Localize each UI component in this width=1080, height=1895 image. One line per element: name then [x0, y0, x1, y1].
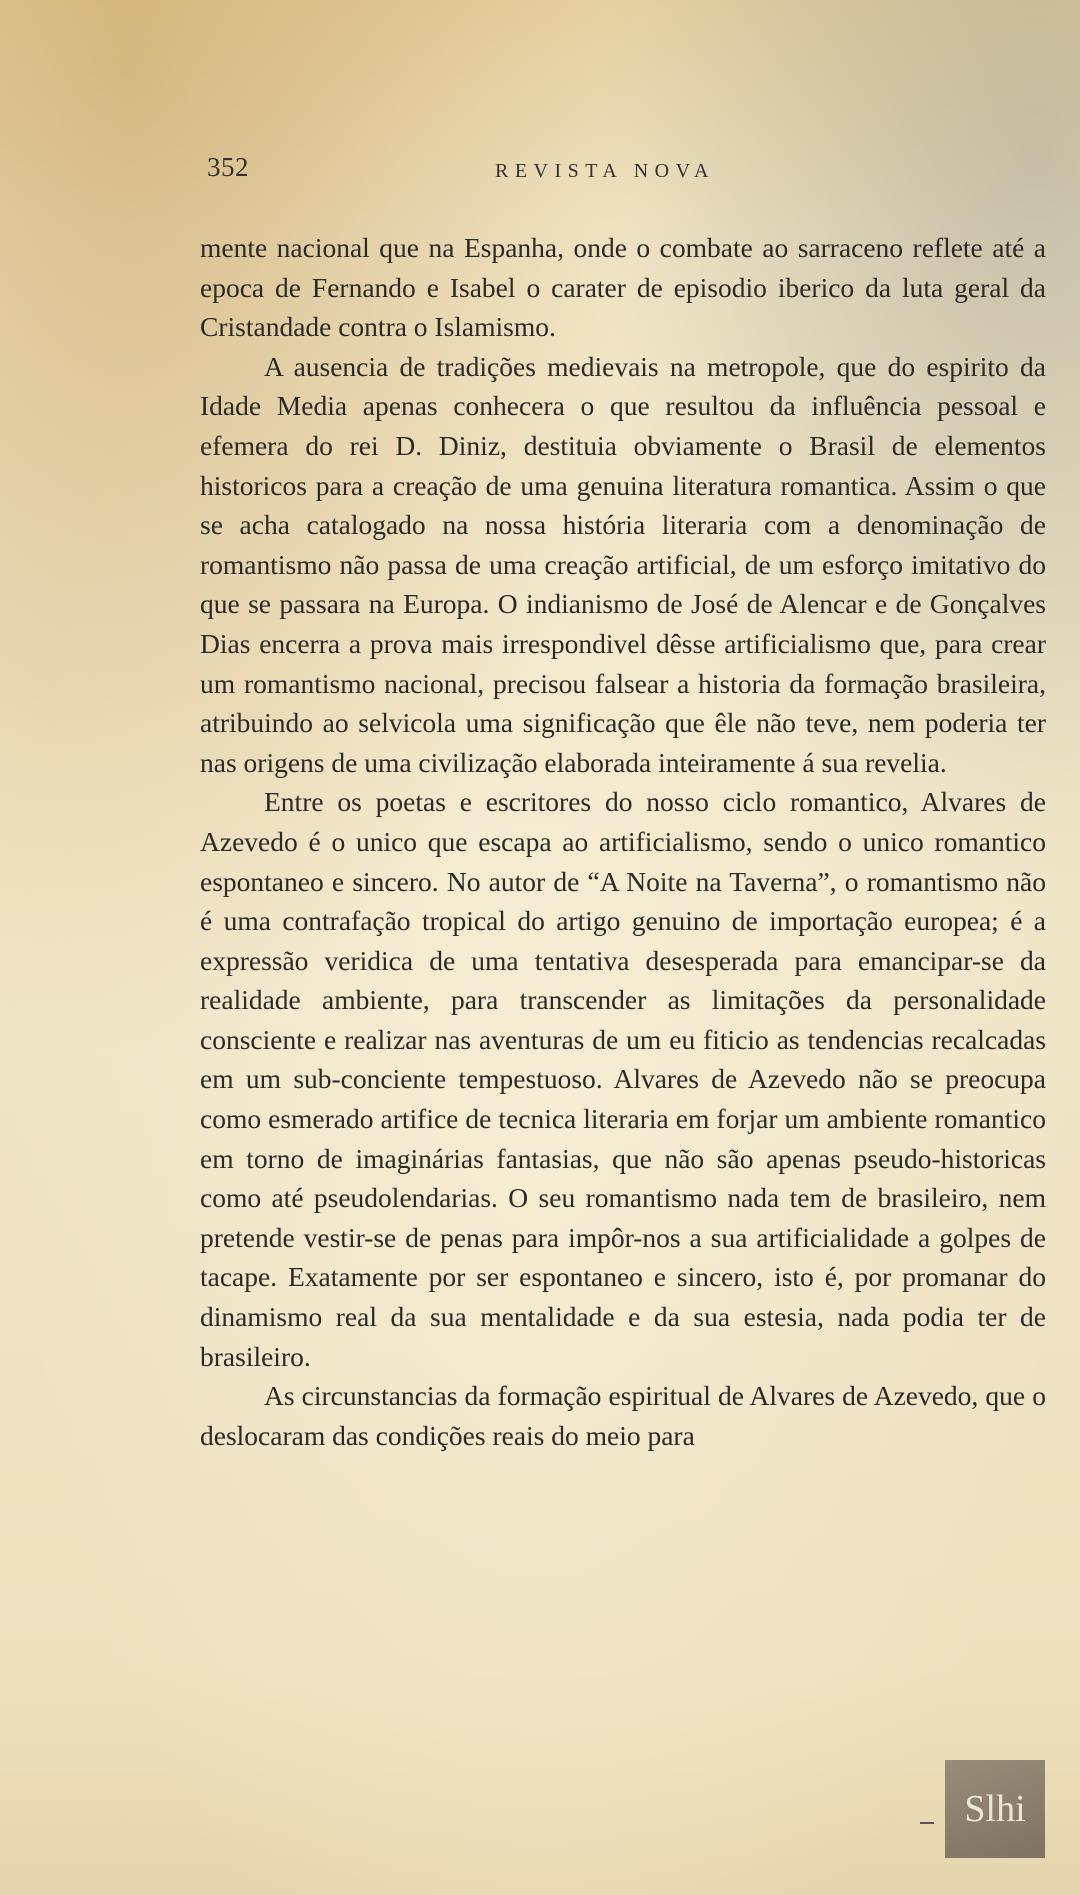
paragraph: A ausencia de tradições medievais na metropole, que do espirito da Idade Media apenas conhecera o que resultou da influência pessoal e efemera do rei D. Diniz, destituia obviamente o Brasil de elementos historicos para a creação de uma genuina literatura romantica. Assim o que se acha catalogado na nossa história literaria com a denominação de romantismo não passa de uma creação artificial, de um esforço imitativo do que se passara na Europa. O indianismo de José de Alencar e de Gonçalves Dias encerra a prova mais irrespondivel dêsse artificialismo que, para crear um romantismo nacional, precisou falsear a historia da formação brasileira, atribuindo ao selvicola uma significação que êle não teve, nem poderia ter nas origens de uma civilização elaborada inteiramente á sua revelia.	[200, 350, 1046, 778]
paragraph: Entre os poetas e escritores do nosso ciclo romantico, Alvares de Azevedo é o unico que escapa ao artificialismo, sendo o unico romantico espontaneo e sincero. No autor de “A Noite na Taverna”, o romantismo não é uma contrafação tropical do artigo genuino de importação europea; é a expressão veridica de uma tentativa desesperada para emancipar-se da realidade ambiente, para transcender as limitações da personalidade consciente e realizar nas aventuras de um eu fiticio as tendencias recalcadas em um sub-conciente tempestuoso. Alvares de Azevedo não se preocupa como esmerado artifice de tecnica literaria em forjar um ambiente romantico em torno de imaginárias fantasias, que não são apenas pseudo-historicas como até pseudolendarias. O seu romantismo nada tem de brasileiro, nem pretende vestir-se de penas para impôr-nos a sua artificialidade a golpes de tacape. Exatamente por ser espontaneo e sincero, isto é, por promanar do dinamismo real da sua mentalidade e da sua estesia, nada podia ter de brasileiro.	[200, 786, 1046, 1372]
running-title: REVISTA NOVA	[495, 160, 715, 182]
body-text	[200, 228, 1046, 1455]
library-stamp-text: Slhi	[964, 1788, 1026, 1830]
paragraph: As circunstancias da formação espiritual de Alvares de Azevedo, que o deslocaram das condições reais do meio para	[200, 1380, 1046, 1451]
page-number: 352	[207, 152, 249, 182]
library-stamp-logo	[945, 1760, 1045, 1858]
page-header	[207, 152, 767, 192]
paragraph-continuation: mente nacional que na Espanha, onde o combate ao sarraceno reflete até a epoca de Fernando e Isabel o carater de episodio iberico da luta geral da Cristandade contra o Islamismo.	[200, 232, 1046, 343]
stamp-dash	[920, 1822, 934, 1824]
